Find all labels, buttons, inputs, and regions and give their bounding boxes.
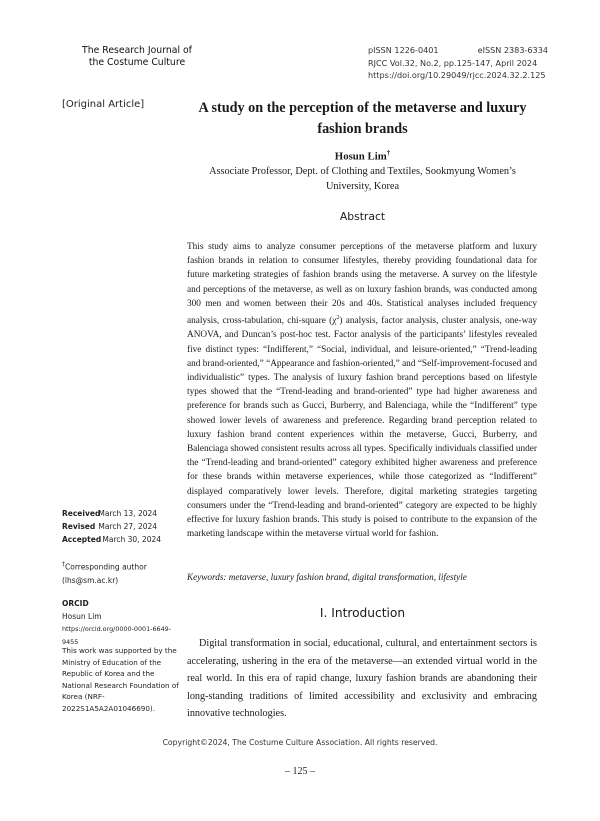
author-mark: † <box>386 149 391 157</box>
abstract-heading: Abstract <box>339 210 386 223</box>
journal-name-line2: the Costume Culture <box>88 57 186 68</box>
intro-text: Digital transformation in social, educational, cultural, and entertainment sectors is accelerating, ushering in the era of the metaverse—an extended virtual world in the real world. In this era of rapid change, luxury fashion brands are abandoning their long-standing traditions of limited accessibility and exclusivity and embracing innovative technologies. <box>187 638 537 719</box>
journal-name <box>62 45 212 69</box>
accepted-label: Accepted <box>62 535 102 544</box>
abstract-part1: This study aims to analyze consumer perceptions of the metaverse platform and luxury fashion brands in relation to consumer lifestyles, thereby providing foundational data for future marketing strategies of fashion brands using the metaverse. A survey on the lifestyle and perceptions of the metaverse, as well as on luxury fashion brands, was conducted among 300 men and women between their 20s and 40s. Statistical analyses included frequency analysis, cross-tabulation, chi-square (χ <box>187 242 537 327</box>
copyright: Copyright©2024, The Costume Culture Association. All rights reserved. <box>162 738 438 747</box>
corr-mark: † <box>62 561 65 568</box>
keywords: Keywords: metaverse, luxury fashion brand, digital transformation, lifestyle <box>187 572 467 582</box>
revised-date: March 27, 2024 <box>98 522 158 531</box>
eissn: eISSN 2383-6334 <box>477 45 548 55</box>
paper-title: A study on the perception of the metaverse and luxury fashion brands <box>198 100 527 137</box>
corr-label: Corresponding author <box>65 562 147 572</box>
article-type: [Original Article] <box>62 99 145 110</box>
citation: RJCC Vol.32, No.2, pp.125-147, April 2024 <box>368 57 538 68</box>
orcid-link[interactable]: https://orcid.org/0000-0001-6649-9455 <box>62 625 172 646</box>
dates-block <box>62 507 180 546</box>
revised-label: Revised <box>62 522 96 531</box>
revised-row <box>62 520 180 533</box>
orcid-label: ORCID <box>62 599 89 608</box>
received-row <box>62 507 180 520</box>
orcid-name: Hosun Lim <box>62 612 102 621</box>
accepted-row <box>62 533 180 546</box>
author <box>190 149 535 163</box>
abstract-part2: ) analysis, factor analysis, cluster analysis, one-way ANOVA, and Duncan’s post-hoc test. Factor analysis of the participants’ lifestyles revealed five distinct types: “Indifferent,” “Social, individual, and leisure-oriented,” “Trend-leading and brand-oriented,” “Appearance and fashion-oriented,” and “Self-improvement-focused and individualistic” types. The analysis of luxury fashion brand perceptions based on lifestyle types showed that the “Trend-leading and brand-oriented” type had higher awareness and preference for brands such as Gucci, Burberry, and Balenciaga, while the “Indifferent” type showed lower levels of awareness and preference. Regarding brand perception related to luxury fashion brand content experiences within the metaverse, Gucci, Burberry, and Balenciaga showed consistent results across all types. Specifically individuals classified under the “Trend-leading and brand-oriented” category exhibited higher awareness and preference for these brands within metaverse experiences, while those categorized as “Indifferent” displayed comparatively lower levels. Therefore, digital marketing strategies targeting consumers under the “Trend-leading and brand-oriented” category are expected to be highly effective for luxury fashion brands. This study is poised to contribute to the expansion of the marketing landscape within the metaverse virtual world for fashion. <box>187 316 537 540</box>
page-number: – 125 – <box>285 766 315 777</box>
journal-name-line1: The Research Journal of <box>82 45 192 56</box>
corr-email[interactable]: (lhs@sm.ac.kr) <box>62 575 119 585</box>
issn-block <box>368 44 548 82</box>
abstract-sup: 2 <box>336 315 340 322</box>
orcid-block <box>62 597 180 649</box>
accepted-date: March 30, 2024 <box>102 535 162 544</box>
affiliation: Associate Professor, Dept. of Clothing and Textiles, Sookmyung Women’s University, Korea <box>209 166 516 192</box>
received-label: Received <box>62 509 101 518</box>
corresponding-author <box>62 558 180 587</box>
doi-link[interactable]: https://doi.org/10.29049/rjcc.2024.32.2.125 <box>368 70 546 81</box>
intro-heading: Ⅰ. Introduction <box>319 606 406 620</box>
author-name: Hosun Lim <box>334 150 387 163</box>
pissn: pISSN 1226-0401 <box>368 45 439 55</box>
received-date: March 13, 2024 <box>98 509 158 518</box>
abstract-text <box>187 240 537 541</box>
funding-note: This work was supported by the Ministry of Education of the Republic of Korea and the National Research Foundation of Korea (NRF-2022S1A5A2A01046690). <box>62 646 179 713</box>
